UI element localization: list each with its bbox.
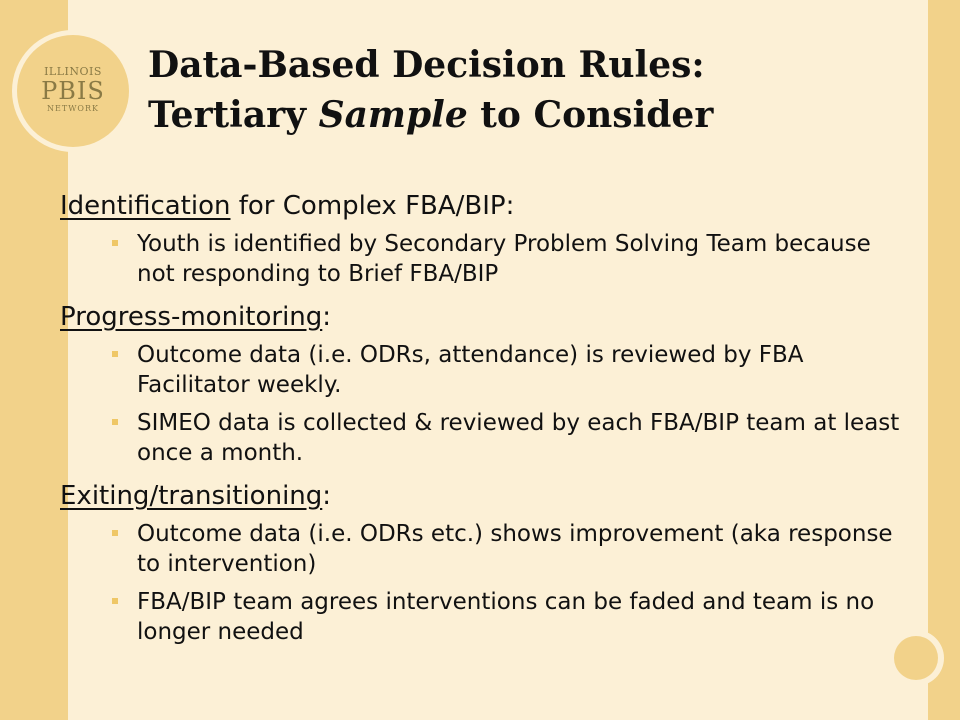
bullet-text: FBA/BIP team agrees interventions can be faded and team is no longer needed xyxy=(137,589,875,645)
bullet-text: Youth is identified by Secondary Problem Solving Team because not responding to Brief FBA/BIP xyxy=(137,231,871,287)
bullet-square-icon xyxy=(112,598,118,604)
bullet-square-icon xyxy=(112,530,118,536)
title-line-2-start: Tertiary xyxy=(148,94,319,136)
section-heading-identification xyxy=(60,190,900,222)
bullet-item xyxy=(60,408,900,468)
title-emphasis: Sample xyxy=(318,94,468,136)
bullet-text: Outcome data (i.e. ODRs, attendance) is reviewed by FBA Facilitator weekly. xyxy=(137,342,804,398)
heading-underlined-text: Exiting/transitioning xyxy=(60,481,323,511)
logo-text-top: ILLINOIS xyxy=(44,65,102,78)
logo-text-middle: PBIS xyxy=(41,77,105,105)
title-line-1: Data-Based Decision Rules: xyxy=(148,44,705,86)
heading-underlined-text: Progress-monitoring xyxy=(60,302,323,332)
heading-rest-text: : xyxy=(322,481,332,511)
bullet-square-icon xyxy=(112,351,118,357)
title-line-2-end: to Consider xyxy=(467,94,714,136)
bullet-square-icon xyxy=(112,419,118,425)
section-heading-exiting-transitioning xyxy=(60,480,900,512)
heading-rest-text: for Complex FBA/BIP: xyxy=(230,191,515,221)
bullet-square-icon xyxy=(112,240,118,246)
heading-underlined-text: Identification xyxy=(60,191,231,221)
bullet-text: Outcome data (i.e. ODRs etc.) shows improvement (aka response to intervention) xyxy=(137,521,893,577)
section-heading-progress-monitoring xyxy=(60,301,900,333)
bullet-item xyxy=(60,340,900,400)
bullet-item xyxy=(60,519,900,579)
bullet-item xyxy=(60,587,900,647)
logo-text-bottom: NETWORK xyxy=(47,104,99,113)
bullet-item xyxy=(60,229,900,289)
slide-body xyxy=(60,190,900,655)
heading-rest-text: : xyxy=(322,302,332,332)
bullet-text: SIMEO data is collected & reviewed by each FBA/BIP team at least once a month. xyxy=(137,410,900,466)
slide-title xyxy=(148,40,908,140)
illinois-pbis-network-logo xyxy=(17,35,129,147)
decorative-circle xyxy=(894,636,938,680)
